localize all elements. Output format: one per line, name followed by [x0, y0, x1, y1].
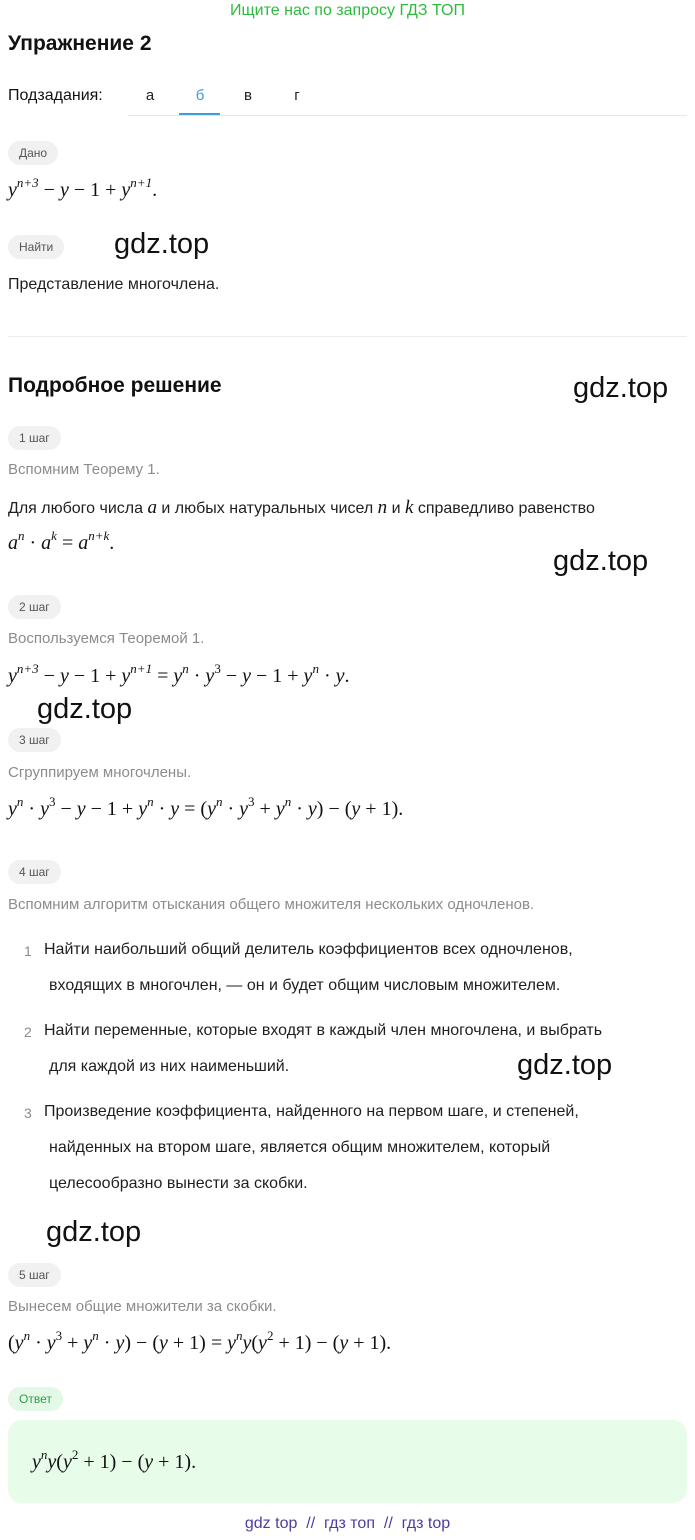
list-item-2-line-2: для каждой из них наименьший. [49, 1058, 290, 1075]
list-item-1-line-1: Найти наибольший общий делитель коэффициентов всех одночленов, [44, 941, 573, 958]
list-number: 2 [24, 1024, 32, 1040]
tab-g[interactable]: г [294, 87, 300, 104]
active-tab-indicator [179, 113, 220, 115]
given-expression: $y^{n+3} - y - 1 + y^{n+1}$. [8, 175, 158, 201]
solution-heading: Подробное решение [8, 374, 222, 397]
step-3-note: Сгруппируем многочлены. [8, 764, 192, 781]
step-3-pill: 3 шаг [8, 728, 61, 752]
answer-expression: $y^ny(y^2 + 1) - (y + 1)$. [32, 1447, 197, 1473]
given-pill: Дано [8, 141, 58, 165]
page-title: Упражнение 2 [8, 32, 152, 55]
section-divider [8, 336, 687, 337]
watermark: gdz.top [46, 1216, 142, 1248]
watermark: gdz.top [573, 372, 669, 404]
tab-b[interactable]: б [195, 87, 205, 104]
list-item-1-line-2: входящих в многочлен, — он и будет общим числовым множителем. [49, 977, 561, 994]
subtasks-label: Подзадания: [8, 87, 103, 104]
step-2-note: Воспользуемся Теоремой 1. [8, 630, 205, 647]
list-number: 3 [24, 1105, 32, 1121]
list-item-2-line-1: Найти переменные, которые входят в каждый член многочлена, и выбрать [44, 1022, 603, 1039]
list-item-3-line-2: найденных на втором шаге, является общим множителем, который [49, 1139, 551, 1156]
step-3-expression: $y^n \cdot y^3 - y - 1 + y^n \cdot y = (y^n \cdot y^3 + y^n \cdot y) - (y + 1)$. [8, 794, 404, 820]
step-1-text [8, 497, 595, 519]
tab-a[interactable]: а [145, 87, 155, 104]
step-1-text-part: и [387, 500, 405, 517]
find-text: Представление многочлена. [8, 276, 220, 293]
step-2-pill: 2 шаг [8, 595, 61, 619]
step-4-note: Вспомним алгоритм отыскания общего множителя нескольких одночленов. [8, 896, 535, 913]
step-2-expression: $y^{n+3} - y - 1 + y^{n+1} = y^n \cdot y^3 - y - 1 + y^n \cdot y$. [8, 661, 350, 687]
tabs-divider [128, 115, 687, 116]
watermark: gdz.top [553, 545, 649, 577]
step-1-expression: $a^n \cdot a^k = a^{n+k}$. [8, 528, 115, 554]
step-1-text-part: Для любого числа [8, 500, 148, 517]
var-k: k [404, 497, 414, 518]
watermark: gdz.top [37, 693, 133, 725]
var-n: n [377, 497, 388, 518]
promo-banner[interactable]: Ищите нас по запросу ГДЗ ТОП [230, 2, 465, 19]
find-pill: Найти [8, 235, 64, 259]
step-4-pill: 4 шаг [8, 860, 61, 884]
list-number: 1 [24, 943, 32, 959]
list-item-3-line-3: целесообразно вынести за скобки. [49, 1175, 308, 1192]
watermark: gdz.top [114, 228, 210, 260]
step-1-note: Вспомним Теорему 1. [8, 461, 160, 478]
step-5-pill: 5 шаг [8, 1263, 61, 1287]
step-5-expression: $(y^n \cdot y^3 + y^n \cdot y) - (y + 1) = y^ny(y^2 + 1) - (y + 1)$. [8, 1328, 392, 1354]
watermark: gdz.top [517, 1049, 613, 1081]
tab-v[interactable]: в [244, 87, 252, 104]
footer-links[interactable]: gdz top // гдз топ // гдз top [244, 1515, 451, 1532]
list-item-3-line-1: Произведение коэффициента, найденного на первом шаге, и степеней, [44, 1103, 579, 1120]
step-1-text-part: справедливо равенство [413, 500, 595, 517]
step-5-note: Вынесем общие множители за скобки. [8, 1298, 277, 1315]
var-a: a [147, 497, 157, 518]
step-1-text-part: и любых натуральных чисел [156, 500, 378, 517]
step-1-pill: 1 шаг [8, 426, 61, 450]
answer-pill: Ответ [8, 1387, 63, 1411]
